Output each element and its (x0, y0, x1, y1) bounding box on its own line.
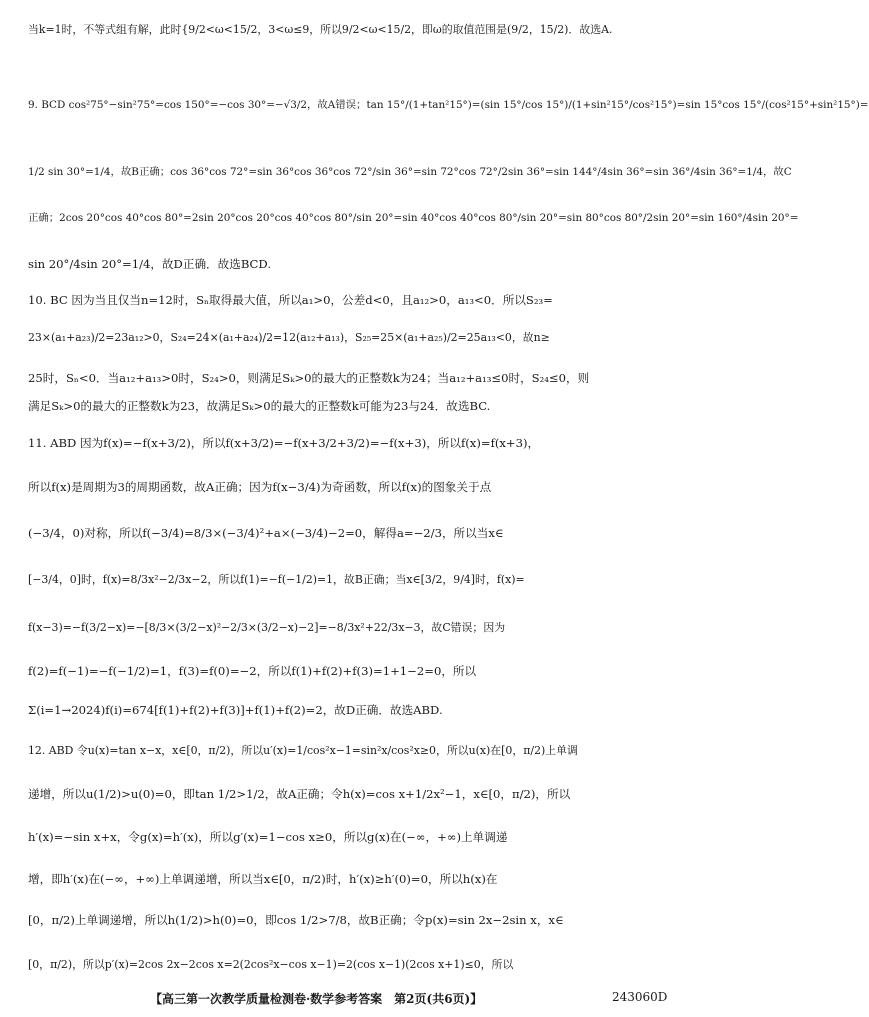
text-line: f(2)=f(−1)=−f(−1/2)=1，f(3)=f(0)=−2，所以f(1)+f(2)+f(3)=1+1−2=0，所以 (28, 664, 477, 678)
text-line: f(x−3)=−f(3/2−x)=−[8/3×(3/2−x)²−2/3×(3/2−x)−2]=−8/3x²+22/3x−3，故C错误；因为 (28, 621, 506, 634)
text-line: 所以f(x)是周期为3的周期函数，故A正确；因为f(x−3/4)为奇函数，所以f(x)的图象关于点 (28, 480, 492, 494)
text-line: 当k=1时，不等式组有解，此时{9/2<ω<15/2，3<ω≤9，所以9/2<ω<15/2，即ω的取值范围是(9/2，15/2)．故选A. (28, 23, 613, 36)
text-line: 1/2 sin 30°=1/4，故B正确；cos 36°cos 72°=sin 36°cos 36°cos 72°/sin 36°=sin 72°cos 72°/2sin 36°=sin 144°/4sin 36°=sin 36°/4sin 36°=1/4，故C (28, 166, 792, 178)
text-line: 增，即h′(x)在(−∞，+∞)上单调递增，所以当x∈[0，π/2)时，h′(x)≥h′(0)=0，所以h(x)在 (28, 872, 498, 886)
text-line: 10. BC 因为当且仅当n=12时，Sₙ取得最大值，所以a₁>0，公差d<0，且a₁₂>0，a₁₃<0．所以S₂₃= (28, 293, 553, 307)
text-line: 9. BCD cos²75°−sin²75°=cos 150°=−cos 30°=−√3/2，故A错误；tan 15°/(1+tan²15°)=(sin 15°/cos 15°)/(1+sin²15°/cos²15°)=sin 15°cos 15°/(cos²15°+sin²15°)= (28, 99, 869, 111)
text-line: h′(x)=−sin x+x，令g(x)=h′(x)，所以g′(x)=1−cos x≥0，所以g(x)在(−∞，+∞)上单调递 (28, 830, 508, 844)
text-line: sin 20°/4sin 20°=1/4，故D正确．故选BCD. (28, 257, 271, 271)
text-line: 正确；2cos 20°cos 40°cos 80°=2sin 20°cos 20°cos 40°cos 80°/sin 20°=sin 40°cos 40°cos 80°/sin 20°=sin 80°cos 80°/2sin 20°=sin 160°/4sin 20°= (28, 212, 799, 224)
text-line: 25时，Sₙ<0．当a₁₂+a₁₃>0时，S₂₄>0，则满足Sₖ>0的最大的正整数k为24；当a₁₂+a₁₃≤0时，S₂₄≤0，则 (28, 371, 590, 385)
text-line: 满足Sₖ>0的最大的正整数k为23，故满足Sₖ>0的最大的正整数k可能为23与24．故选BC. (28, 399, 491, 413)
page-footer (0, 990, 692, 1008)
text-line: [0，π/2)，所以p′(x)=2cos 2x−2cos x=2(2cos²x−cos x−1)=2(cos x−1)(2cos x+1)≤0，所以 (28, 958, 514, 971)
text-line: 递增，所以u(1/2)>u(0)=0，即tan 1/2>1/2，故A正确；令h(x)=cos x+1/2x²−1，x∈[0，π/2)，所以 (28, 787, 571, 801)
text-line: Σ(i=1→2024)f(i)=674[f(1)+f(2)+f(3)]+f(1)+f(2)=2，故D正确．故选ABD. (28, 703, 443, 717)
text-line: 23×(a₁+a₂₃)/2=23a₁₂>0，S₂₄=24×(a₁+a₂₄)/2=12(a₁₂+a₁₃)，S₂₅=25×(a₁+a₂₅)/2=25a₁₃<0，故n≥ (28, 331, 550, 344)
text-line: 11. ABD 因为f(x)=−f(x+3/2)，所以f(x+3/2)=−f(x+3/2+3/2)=−f(x+3)，所以f(x)=f(x+3)， (28, 436, 540, 450)
text-line: [−3/4，0]时，f(x)=8/3x²−2/3x−2，所以f(1)=−f(−1/2)=1，故B正确；当x∈[3/2，9/4]时，f(x)= (28, 573, 525, 586)
text-line: (−3/4，0)对称，所以f(−3/4)=8/3×(−3/4)²+a×(−3/4)−2=0，解得a=−2/3，所以当x∈ (28, 526, 504, 540)
footer-title: 【高三第一次教学质量检测卷·数学参考答案 第2页(共6页)】 (150, 992, 483, 1006)
text-line: 12. ABD 令u(x)=tan x−x，x∈[0，π/2)，所以u′(x)=1/cos²x−1=sin²x/cos²x≥0，所以u(x)在[0，π/2)上单调 (28, 744, 578, 757)
text-line: [0，π/2)上单调递增，所以h(1/2)>h(0)=0，即cos 1/2>7/8，故B正确；令p(x)=sin 2x−2sin x，x∈ (28, 913, 564, 927)
document-code: 243060D (612, 990, 668, 1004)
